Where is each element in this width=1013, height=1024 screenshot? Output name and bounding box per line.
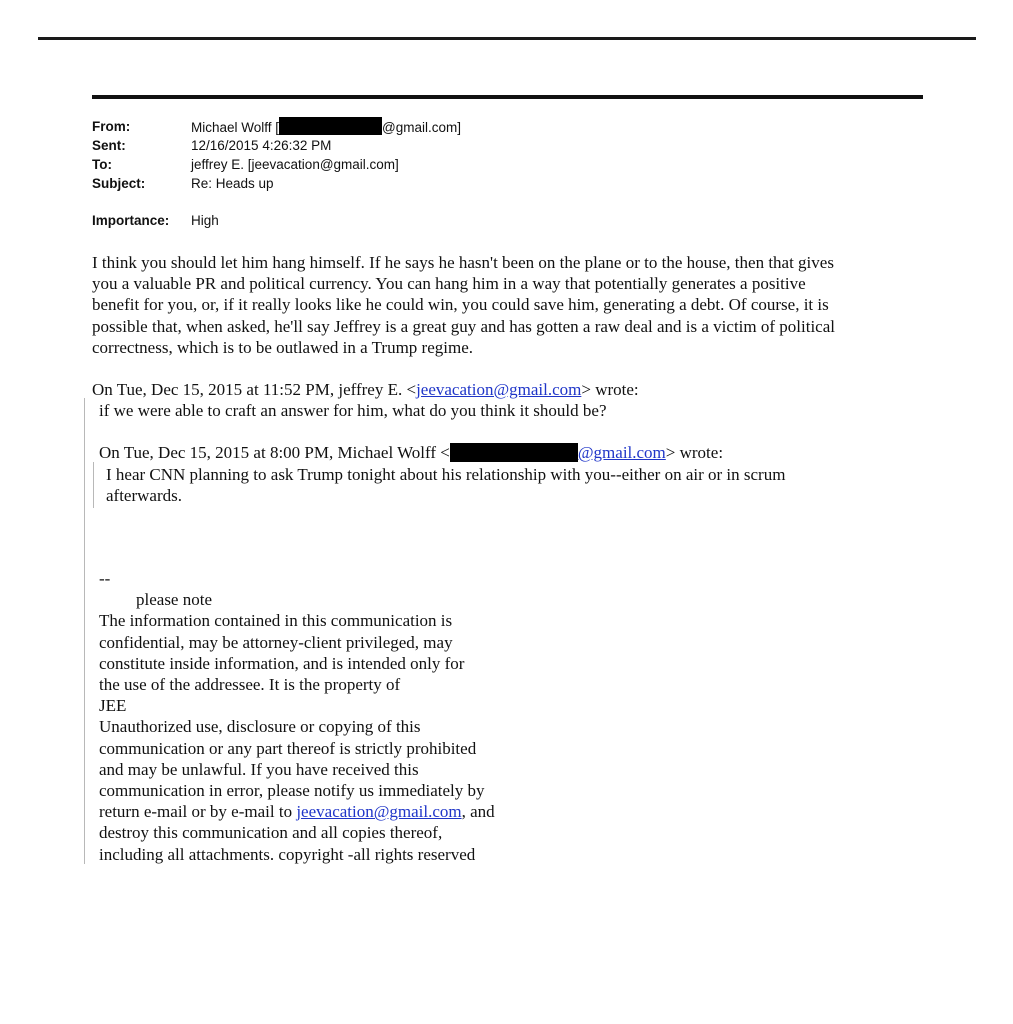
importance-value: High xyxy=(191,213,219,228)
disclaimer-line: Unauthorized use, disclosure or copying of this xyxy=(99,717,421,737)
reply1-intro-suffix: > wrote: xyxy=(581,380,639,399)
disclaimer-line: The information contained in this communication is xyxy=(99,611,453,631)
disclaimer-line: confidential, may be attorney-client privileged, may xyxy=(99,632,453,652)
subject-label: Subject: xyxy=(92,176,146,191)
from-name: Michael Wolff [ xyxy=(191,120,280,135)
reply2-intro-suffix: > wrote: xyxy=(665,443,724,462)
reply2-intro-prefix: On Tue, Dec 15, 2015 at 8:00 PM, Michael Wolff < xyxy=(99,443,450,462)
body-line: correctness, which is to be outlawed in a Trump regime. xyxy=(92,337,474,357)
subject-value: Re: Heads up xyxy=(191,176,274,191)
reply1-intro xyxy=(92,379,639,400)
reply2-intro xyxy=(99,442,723,463)
quote-bar-level2 xyxy=(93,462,94,508)
body-line: benefit for you, or, if it really looks like he could win, you could save him, generating a debt. Of course, it is xyxy=(92,295,829,315)
disclaimer-line: communication in error, please notify us immediately by xyxy=(99,781,485,801)
disclaimer-line: destroy this communication and all copies thereof, xyxy=(99,823,443,843)
to-value: jeffrey E. [jeevacation@gmail.com] xyxy=(191,157,399,172)
return-suffix: , and xyxy=(461,802,495,822)
from-email-domain: @gmail.com] xyxy=(382,120,462,135)
signature-note: please note xyxy=(136,590,212,610)
body-line: I think you should let him hang himself. If he says he hasn't been on the plane or to the house, then that gives xyxy=(92,253,834,272)
sent-value: 12/16/2015 4:26:32 PM xyxy=(191,138,332,153)
body-line: possible that, when asked, he'll say Jeffrey is a great guy and has gotten a raw deal and is a victim of political xyxy=(92,316,835,336)
disclaimer-line: including all attachments. copyright -all rights reserved xyxy=(99,844,476,864)
redaction-bar xyxy=(279,117,382,135)
disclaimer-line: communication or any part thereof is strictly prohibited xyxy=(99,738,477,758)
quote-bar-level1 xyxy=(84,398,85,864)
email-header-rule xyxy=(92,95,923,99)
importance-label: Importance: xyxy=(92,213,170,228)
body-line: you a valuable PR and political currency. You can hang him in a way that potentially generates a positive xyxy=(92,274,806,294)
signature-email-link[interactable]: jeevacation@gmail.com xyxy=(296,802,462,822)
reply1-email-link[interactable]: jeevacation@gmail.com xyxy=(416,380,582,399)
reply2-line-1: I hear CNN planning to ask Trump tonight about his relationship with you--either on air or in scrum xyxy=(106,465,786,484)
redaction-bar xyxy=(450,443,578,462)
sent-label: Sent: xyxy=(92,138,126,153)
to-label: To: xyxy=(92,157,112,172)
from-label: From: xyxy=(92,119,131,134)
reply1-text: if we were able to craft an answer for him, what do you think it should be? xyxy=(99,401,607,420)
from-value xyxy=(191,117,461,137)
disclaimer-return-line xyxy=(99,801,495,822)
return-prefix: return e-mail or by e-mail to xyxy=(99,802,297,822)
disclaimer-line: and may be unlawful. If you have received this xyxy=(99,759,419,779)
email-body xyxy=(92,252,922,358)
signature-block xyxy=(99,568,495,865)
disclaimer-line: the use of the addressee. It is the property of xyxy=(99,675,401,695)
reply2-email-link[interactable]: @gmail.com xyxy=(577,443,666,462)
signature-dashes: -- xyxy=(99,569,111,588)
disclaimer-line: JEE xyxy=(99,696,127,716)
disclaimer-line: constitute inside information, and is intended only for xyxy=(99,653,465,673)
reply1-intro-prefix: On Tue, Dec 15, 2015 at 11:52 PM, jeffrey E. < xyxy=(92,380,417,399)
reply2-line-2: afterwards. xyxy=(106,486,182,505)
page-top-rule xyxy=(38,37,976,40)
